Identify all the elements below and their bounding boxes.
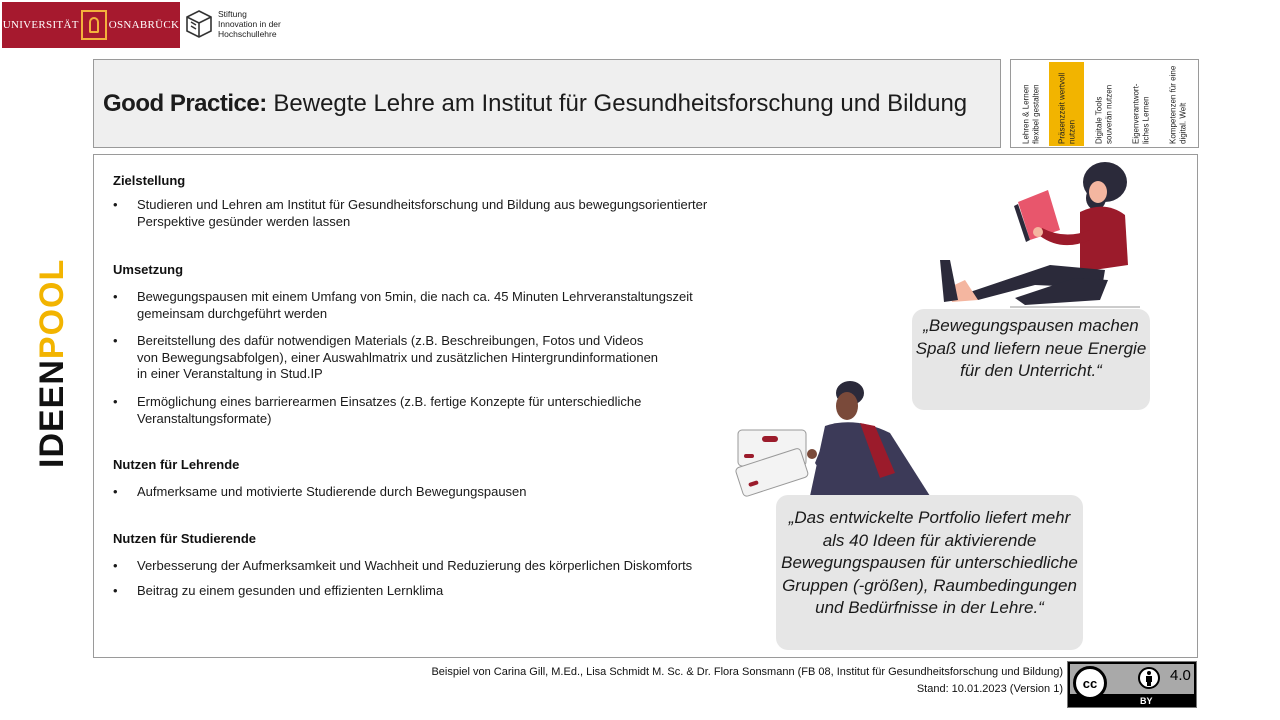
list-item-text: Bewegungspausen mit einem Umfang von 5min, die nach ca. 45 Minuten Lehrveranstaltungszeit gemeinsam durchgeführt werden [137, 289, 693, 321]
list-item-text: Studieren und Lehren am Institut für Gesundheitsforschung und Bildung aus bewegungsorientierter Perspektive gesünder werden lassen [137, 197, 708, 229]
stiftung-line-2: Innovation in der [218, 19, 281, 29]
quote-bubble-2: „Das entwickelte Portfolio liefert mehr als 40 Ideen für aktivierende Bewegungspausen für unterschiedliche Gruppen (-größen), Raumbedingungen und Bedürfnisse in der Lehre.“ [776, 495, 1083, 650]
cube-icon [186, 10, 212, 38]
bullet-icon: • [113, 484, 118, 499]
category-praesenzzeit [1049, 62, 1084, 146]
title-box [93, 59, 1001, 148]
list-item-text: Ermöglichung eines barrierearmen Einsatzes (z.B. fertige Konzepte für unterschiedliche Veranstaltungsformate) [137, 394, 642, 426]
heading-zielstellung: Zielstellung [113, 173, 186, 188]
ideenpool-logo [33, 259, 72, 468]
heading-nutzen-studierende: Nutzen für Studierende [113, 531, 257, 546]
bullet-icon: • [113, 333, 118, 348]
university-logo [2, 2, 180, 48]
ideenpool-part2: POOL [33, 258, 71, 360]
category-label: Kompetenzen für eine digital. Welt [1168, 65, 1187, 144]
bullet-icon: • [113, 197, 118, 212]
list-item-text: Beitrag zu einem gesunden und effizienten Lernklima [137, 583, 444, 598]
category-label: Präsenzzeit wertvoll nutzen [1057, 72, 1076, 144]
title-bold: Good Practice: [103, 90, 267, 117]
bullet-icon: • [113, 289, 118, 304]
university-logo-right: OSNABRÜCK [108, 19, 180, 31]
heading-nutzen-lehrende: Nutzen für Lehrende [113, 457, 240, 472]
category-label: Lehren & Lernen flexibel gestalten [1021, 84, 1040, 144]
category-strip [1010, 59, 1199, 148]
category-digitale-tools [1086, 62, 1121, 146]
list-item-text: Bereitstellung des dafür notwendigen Materials (z.B. Beschreibungen, Fotos und Videos von Bewegungsabfolgen), einer Auswahlmatrix und zusätzlichen Hintergrundinformationen in einer Veranstaltung in Stud.IP [137, 333, 659, 381]
bullet-icon: • [113, 394, 118, 409]
category-label: Eigenverantwort-liches Lernen [1131, 83, 1150, 144]
footer-date: Stand: 10.01.2023 (Version 1) [916, 683, 1063, 695]
bullet-icon: • [113, 558, 118, 573]
reading-person-illustration [930, 160, 1140, 310]
category-eigenverantwortlich [1123, 62, 1158, 146]
person-attribution-icon [1138, 667, 1160, 689]
heading-umsetzung: Umsetzung [113, 262, 184, 277]
stiftung-line-1: Stiftung [218, 9, 247, 19]
ideenpool-part1: IDEEN [33, 359, 71, 468]
category-label: Digitale Tools souverän nutzen [1094, 84, 1113, 144]
category-kompetenzen [1160, 62, 1195, 146]
university-logo-left: UNIVERSITÄT [2, 19, 79, 31]
stiftung-line-3: Hochschullehre [218, 29, 277, 39]
category-flexibel [1013, 62, 1048, 146]
crest-icon [81, 10, 107, 40]
page-title [103, 90, 967, 118]
footer-credit: Beispiel von Carina Gill, M.Ed., Lisa Schmidt M. Sc. & Dr. Flora Sonsmann (FB 08, Institut für Gesundheitsforschung und Bildung) [431, 666, 1063, 678]
cc-icon: cc [1073, 666, 1107, 700]
list-item-text: Verbesserung der Aufmerksamkeit und Wachheit und Reduzierung des körperlichen Diskomforts [137, 558, 693, 573]
stiftung-logo [186, 6, 281, 42]
license-version: 4.0 [1170, 667, 1191, 684]
person-with-cards-illustration [730, 378, 935, 498]
bullet-icon: • [113, 583, 118, 598]
title-rest: Bewegte Lehre am Institut für Gesundheitsforschung und Bildung [266, 90, 968, 117]
cc-license-badge[interactable] [1067, 661, 1197, 708]
license-by-label: BY [1140, 696, 1153, 706]
quote-bubble-1: „Bewegungspausen machen Spaß und liefern neue Energie für den Unterricht.“ [912, 309, 1150, 410]
list-item-text: Aufmerksame und motivierte Studierende durch Bewegungspausen [137, 484, 527, 499]
